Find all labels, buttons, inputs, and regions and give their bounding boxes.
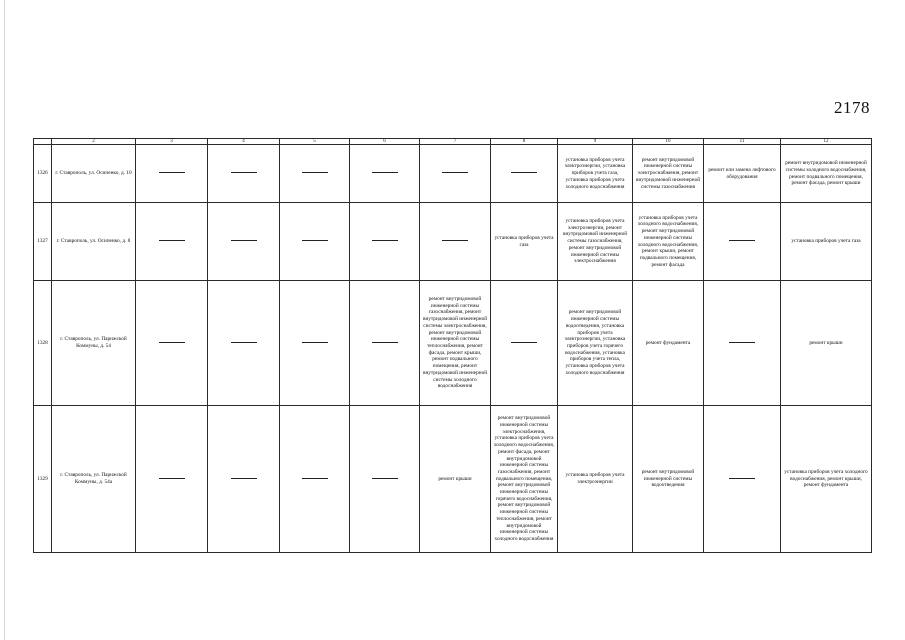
capital-repair-table [33, 138, 872, 553]
dash-mark [302, 240, 328, 241]
empty-cell-dash [704, 406, 781, 553]
work-type-cell: ремонт внутридомовой инженерной системы газоснабжения, ремонт внутридомовой инженерной системы электроснабжения, ремонт внутридомовой инженерной системы теплоснабжения, ремонт фасада, ремонт крыши, ремонт подвального помещения, ремонт внутридомовой инженерной системы холодного водоснабжения [420, 281, 491, 406]
empty-cell-dash [280, 281, 350, 406]
column-header: 5 [280, 139, 350, 145]
column-header: 12 [781, 139, 872, 145]
address-cell: г. Ставрополь, ул. Осипенко, д. 10 [52, 145, 136, 203]
dash-mark [302, 478, 328, 479]
empty-cell-dash [208, 203, 280, 281]
dash-mark [442, 240, 468, 241]
table-row [34, 203, 872, 281]
column-header: 6 [350, 139, 420, 145]
dash-mark [729, 478, 755, 479]
dash-mark [231, 342, 257, 343]
empty-cell-dash [136, 406, 208, 553]
work-type-cell: установка приборов учета холодного водоснабжения, ремонт крыши, ремонт фундамента [781, 406, 872, 553]
empty-cell-dash [280, 406, 350, 553]
dash-mark [372, 342, 398, 343]
row-number: 1328 [34, 281, 52, 406]
empty-cell-dash [208, 145, 280, 203]
work-type-cell: ремонт внутридомовой инженерной системы холодного водоснабжения, ремонт подвального помещения, ремонт фасада, ремонт крыши [781, 145, 872, 203]
row-number: 1329 [34, 406, 52, 553]
work-type-cell: установка приборов учета холодного водоснабжения, ремонт внутридомовой инженерной системы холодного водоснабжения, ремонт крыши, ремонт подвального помещения, ремонт фасада [633, 203, 704, 281]
dash-mark [302, 172, 328, 173]
empty-cell-dash [704, 203, 781, 281]
work-type-cell: установка приборов учета газа [781, 203, 872, 281]
empty-cell-dash [280, 145, 350, 203]
work-type-cell: ремонт внутридомовой инженерной системы водоотведения [633, 406, 704, 553]
dash-mark [302, 342, 328, 343]
dash-mark [231, 478, 257, 479]
dash-mark [729, 342, 755, 343]
row-number: 1327 [34, 203, 52, 281]
empty-cell-dash [350, 203, 420, 281]
empty-cell-dash [136, 145, 208, 203]
empty-cell-dash [208, 406, 280, 553]
work-type-cell: ремонт внутридомовой инженерной системы электроснабжения, установка приборов учета холодного водоснабжения, ремонт фасада, ремонт внутридомовой инженерной системы газоснабжения, ремонт подвального помещения, ремонт внутридомовой инженерной системы горячего водоснабжения, ремонт внутридомовой инженерной системы теплоснабжения, ремонт внутридомовой инженерной системы холодного водоснабжения [491, 406, 558, 553]
empty-cell-dash [350, 145, 420, 203]
work-type-cell: установка приборов учета газа [491, 203, 558, 281]
work-type-cell: ремонт крыши [781, 281, 872, 406]
dash-mark [372, 240, 398, 241]
work-type-cell: ремонт или замена лифтового оборудования [704, 145, 781, 203]
column-header: 11 [704, 139, 781, 145]
dash-mark [159, 240, 185, 241]
table-row [34, 281, 872, 406]
column-header: 4 [208, 139, 280, 145]
dash-mark [159, 342, 185, 343]
empty-cell-dash [491, 145, 558, 203]
work-type-cell: ремонт фундамента [633, 281, 704, 406]
empty-cell-dash [491, 281, 558, 406]
scan-edge-line [4, 0, 5, 640]
dash-mark [231, 240, 257, 241]
page-number: 2178 [834, 98, 870, 117]
empty-cell-dash [136, 281, 208, 406]
row-number: 1326 [34, 145, 52, 203]
column-header: 8 [491, 139, 558, 145]
column-header: 10 [633, 139, 704, 145]
empty-cell-dash [350, 406, 420, 553]
empty-cell-dash [208, 281, 280, 406]
empty-cell-dash [704, 281, 781, 406]
work-type-cell: ремонт крыши [420, 406, 491, 553]
address-cell: г. Ставрополь, ул. Парижской Коммуны, д. 54 [52, 281, 136, 406]
dash-mark [729, 240, 755, 241]
dash-mark [159, 172, 185, 173]
address-cell: г. Ставрополь, ул. Осипенко, д. 8 [52, 203, 136, 281]
empty-cell-dash [420, 203, 491, 281]
dash-mark [372, 172, 398, 173]
work-type-cell: ремонт внутридомовой инженерной системы электроснабжения, ремонт внутридомовой инженерной системы газоснабжения [633, 145, 704, 203]
address-cell: г. Ставрополь, ул. Парижской Коммуны, д. 54а [52, 406, 136, 553]
column-header: 7 [420, 139, 491, 145]
column-header: 2 [52, 139, 136, 145]
dash-mark [159, 478, 185, 479]
dash-mark [511, 342, 537, 343]
dash-mark [231, 172, 257, 173]
empty-cell-dash [350, 281, 420, 406]
empty-cell-dash [280, 203, 350, 281]
work-type-cell: установка приборов учета электроэнергии [558, 406, 633, 553]
column-header: 9 [558, 139, 633, 145]
empty-cell-dash [136, 203, 208, 281]
empty-cell-dash [420, 145, 491, 203]
table-row [34, 406, 872, 553]
dash-mark [372, 478, 398, 479]
dash-mark [442, 172, 468, 173]
column-header: 3 [136, 139, 208, 145]
table-row [34, 145, 872, 203]
table-body [34, 139, 872, 553]
dash-mark [511, 172, 537, 173]
work-type-cell: ремонт внутридомовой инженерной системы водоотведения, установка приборов учета электроэнергии, установка приборов учета горячего водоснабжения, установка приборов учета тепла, установка приборов учета холодного водоснабжения [558, 281, 633, 406]
work-type-cell: установка приборов учета электроэнергии, установка приборов учета газа, установка приборов учета холодного водоснабжения [558, 145, 633, 203]
work-type-cell: установка приборов учета электроэнергии, ремонт внутридомовой инженерной системы газоснабжения, ремонт внутридомовой инженерной системы электроснабжения [558, 203, 633, 281]
